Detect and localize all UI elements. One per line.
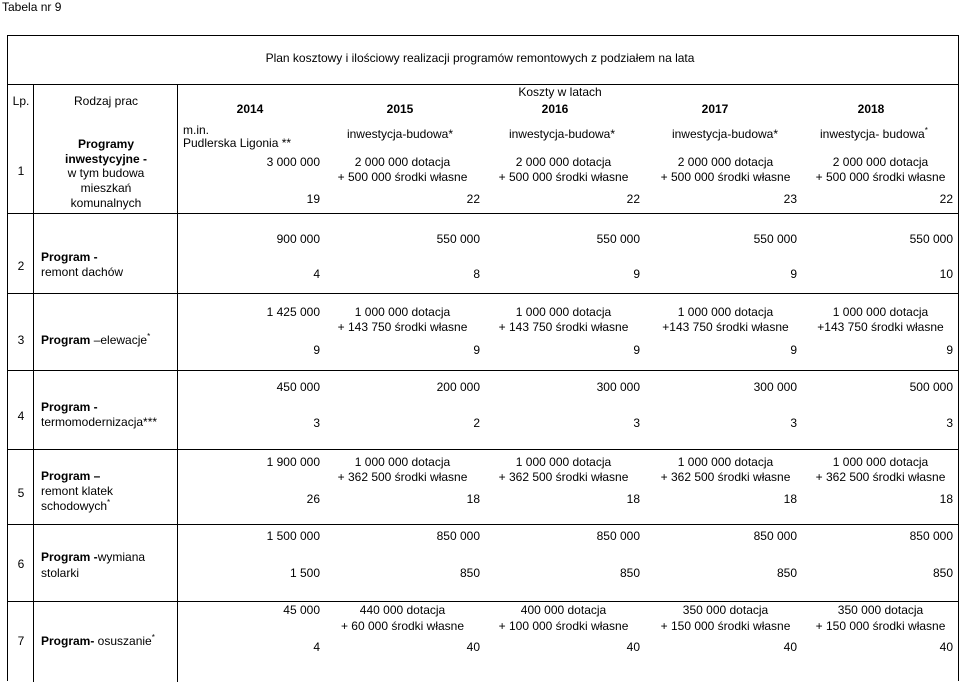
row6-name-rest: wymiana <box>97 550 146 564</box>
row6-name <box>41 550 145 564</box>
row1-name-line-3: w tym budowa <box>67 166 145 180</box>
year-2016: 2016 <box>541 102 569 116</box>
row1-kind-2018-text: inwestycja- budowa <box>820 127 925 141</box>
row5-cost-2017-a: 1 000 000 dotacja <box>677 455 774 469</box>
row-divider <box>8 370 958 371</box>
row1-qty-2014: 19 <box>306 192 320 206</box>
row7-qty-2018: 40 <box>939 640 953 654</box>
row6-cost-2014: 1 500 000 <box>266 529 320 543</box>
table-frame <box>7 35 959 681</box>
row4-qty-2018: 3 <box>946 416 953 430</box>
row1-lp: 1 <box>17 164 25 178</box>
row4-name-bold: Program - <box>41 400 98 414</box>
row5-cost-2015-a: 1 000 000 dotacja <box>354 455 451 469</box>
row5-cost-2016-a: 1 000 000 dotacja <box>515 455 612 469</box>
row3-name-star: * <box>147 332 151 341</box>
row-divider <box>8 213 958 214</box>
row3-qty-2017: 9 <box>790 343 797 357</box>
row7-qty-2014: 4 <box>313 640 320 654</box>
row1-qty-2016: 22 <box>626 192 640 206</box>
row3-cost-2015-b: + 143 750 środki własne <box>337 320 468 334</box>
row5-cost-2014: 1 900 000 <box>266 455 320 469</box>
row5-qty-2018: 18 <box>939 492 953 506</box>
row3-cost-2014: 1 425 000 <box>266 305 320 319</box>
row1-kind-2016: inwestycja-budowa* <box>508 127 616 141</box>
row3-qty-2014: 9 <box>313 343 320 357</box>
row5-name-line-3-text: schodowych <box>41 499 108 513</box>
row3-cost-2016-b: + 143 750 środki własne <box>498 320 629 334</box>
row3-cost-2017-a: 1 000 000 dotacja <box>677 305 774 319</box>
row4-qty-2014: 3 <box>313 416 320 430</box>
row7-qty-2015: 40 <box>466 640 480 654</box>
year-2014: 2014 <box>236 102 264 116</box>
row5-name-bold: Program – <box>41 469 101 483</box>
row7-name-rest: osuszanie <box>94 634 152 648</box>
row3-name <box>41 333 150 347</box>
row2-lp: 2 <box>17 259 25 273</box>
row5-name-line-2: remont klatek <box>41 484 114 498</box>
table-caption: Tabela nr 9 <box>2 0 62 14</box>
row1-cost-2016-b: + 500 000 środki własne <box>498 170 629 184</box>
row3-qty-2018: 9 <box>946 343 953 357</box>
row4-cost-2016: 300 000 <box>596 380 640 394</box>
row5-cost-2018-b: + 362 500 środki własne <box>815 470 946 484</box>
row7-cost-2015-b: + 60 000 środki własne <box>340 619 465 633</box>
row4-cost-2018: 500 000 <box>909 380 953 394</box>
row1-kind-2015: inwestycja-budowa* <box>346 127 454 141</box>
row5-name-line-3 <box>41 499 110 513</box>
row3-lp: 3 <box>17 333 25 347</box>
header-koszty: Koszty w latach <box>518 85 602 99</box>
row3-cost-2018-b: +143 750 środki własne <box>817 320 944 334</box>
row7-cost-2018-a: 350 000 dotacja <box>837 603 924 617</box>
row3-qty-2016: 9 <box>633 343 640 357</box>
row5-name-star: * <box>107 498 111 507</box>
row4-qty-2017: 3 <box>790 416 797 430</box>
row1-cost-2018-a: 2 000 000 dotacja <box>832 155 929 169</box>
row1-cost-2015-a: 2 000 000 dotacja <box>354 155 451 169</box>
row6-name-bold: Program - <box>41 550 98 564</box>
row7-qty-2016: 40 <box>626 640 640 654</box>
row1-kind-2017: inwestycja-budowa* <box>671 127 779 141</box>
row3-name-bold: Program <box>41 333 91 347</box>
row7-name-star: * <box>151 633 155 642</box>
table-title: Plan kosztowy i ilościowy realizacji programów remontowych z podziałem na lata <box>265 51 695 65</box>
row4-qty-2016: 3 <box>633 416 640 430</box>
year-2015: 2015 <box>386 102 414 116</box>
row4-name-rest: termomodernizacja*** <box>41 415 158 429</box>
row7-cost-2018-b: + 150 000 środki własne <box>815 619 946 633</box>
row3-cost-2016-a: 1 000 000 dotacja <box>515 305 612 319</box>
row6-cost-2018: 850 000 <box>909 529 953 543</box>
row2-qty-2018: 10 <box>939 267 953 281</box>
row-divider <box>8 293 958 294</box>
row1-qty-2017: 23 <box>783 192 797 206</box>
row5-qty-2014: 26 <box>306 492 320 506</box>
row2-qty-2017: 9 <box>790 267 797 281</box>
row2-cost-2014: 900 000 <box>276 232 320 246</box>
row5-cost-2018-a: 1 000 000 dotacja <box>832 455 929 469</box>
row5-cost-2017-b: + 362 500 środki własne <box>660 470 791 484</box>
row1-note-1: m.in. <box>183 123 210 137</box>
row2-qty-2016: 9 <box>633 267 640 281</box>
row7-name-bold: Program- <box>41 634 95 648</box>
row6-qty-2014: 1 500 <box>289 566 320 580</box>
row1-name-bold-2: inwestycyjne - <box>64 152 148 166</box>
row6-qty-2018: 850 <box>932 566 953 580</box>
row7-cost-2016-a: 400 000 dotacja <box>520 603 607 617</box>
row1-cost-2017-a: 2 000 000 dotacja <box>677 155 774 169</box>
header-lp: Lp. <box>12 94 30 108</box>
row6-qty-2017: 850 <box>776 566 797 580</box>
row5-cost-2016-b: + 362 500 środki własne <box>498 470 629 484</box>
year-2017: 2017 <box>701 102 729 116</box>
row6-cost-2015: 850 000 <box>436 529 480 543</box>
row1-cost-2018-b: + 500 000 środki własne <box>815 170 946 184</box>
row7-cost-2015-a: 440 000 dotacja <box>359 603 446 617</box>
row2-cost-2017: 550 000 <box>753 232 797 246</box>
row7-cost-2017-a: 350 000 dotacja <box>682 603 769 617</box>
row-divider <box>8 524 958 525</box>
row2-name-bold: Program - <box>41 250 98 264</box>
row7-lp: 7 <box>17 634 25 648</box>
row1-kind-2018 <box>820 127 928 141</box>
row1-cost-2014: 3 000 000 <box>266 155 320 169</box>
row1-cost-2017-b: + 500 000 środki własne <box>660 170 791 184</box>
row2-cost-2018: 550 000 <box>909 232 953 246</box>
row3-cost-2018-a: 1 000 000 dotacja <box>832 305 929 319</box>
row1-qty-2015: 22 <box>466 192 480 206</box>
row3-name-rest: –elewacje <box>90 333 148 347</box>
row6-lp: 6 <box>17 557 25 571</box>
row1-note-2: Pudlerska Ligonia ** <box>183 136 292 150</box>
row1-cost-2015-b: + 500 000 środki własne <box>337 170 468 184</box>
row4-cost-2014: 450 000 <box>276 380 320 394</box>
row1-qty-2018: 22 <box>939 192 953 206</box>
row6-cost-2017: 850 000 <box>753 529 797 543</box>
row5-qty-2017: 18 <box>783 492 797 506</box>
row1-name-line-5: komunalnych <box>70 196 142 210</box>
row1-name-line-4: mieszkań <box>80 181 132 195</box>
header-rodzaj-prac: Rodzaj prac <box>73 94 139 108</box>
row2-cost-2016: 550 000 <box>596 232 640 246</box>
row6-qty-2015: 850 <box>459 566 480 580</box>
row4-cost-2017: 300 000 <box>753 380 797 394</box>
row2-name-rest: remont dachów <box>41 265 124 279</box>
row3-qty-2015: 9 <box>473 343 480 357</box>
row5-qty-2015: 18 <box>466 492 480 506</box>
row4-qty-2015: 2 <box>473 416 480 430</box>
row6-qty-2016: 850 <box>619 566 640 580</box>
row2-qty-2014: 4 <box>313 267 320 281</box>
row2-qty-2015: 8 <box>473 267 480 281</box>
row7-qty-2017: 40 <box>783 640 797 654</box>
row1-name-bold-1: Programy <box>77 137 135 151</box>
row4-lp: 4 <box>17 409 25 423</box>
row7-cost-2016-b: + 100 000 środki własne <box>498 619 629 633</box>
row2-cost-2015: 550 000 <box>436 232 480 246</box>
row7-cost-2017-b: + 150 000 środki własne <box>660 619 791 633</box>
year-2018: 2018 <box>857 102 885 116</box>
row1-cost-2016-a: 2 000 000 dotacja <box>515 155 612 169</box>
row-divider <box>8 601 958 602</box>
row-divider <box>8 449 958 450</box>
row1-kind-2018-star: * <box>924 126 928 135</box>
row7-name <box>41 634 155 648</box>
row4-cost-2015: 200 000 <box>436 380 480 394</box>
row6-cost-2016: 850 000 <box>596 529 640 543</box>
row5-qty-2016: 18 <box>626 492 640 506</box>
row5-cost-2015-b: + 362 500 środki własne <box>337 470 468 484</box>
row6-name-line-2: stolarki <box>41 566 80 580</box>
row3-cost-2017-b: +143 750 środki własne <box>662 320 789 334</box>
row3-cost-2015-a: 1 000 000 dotacja <box>354 305 451 319</box>
row5-lp: 5 <box>17 486 25 500</box>
row7-cost-2014: 45 000 <box>283 603 320 617</box>
